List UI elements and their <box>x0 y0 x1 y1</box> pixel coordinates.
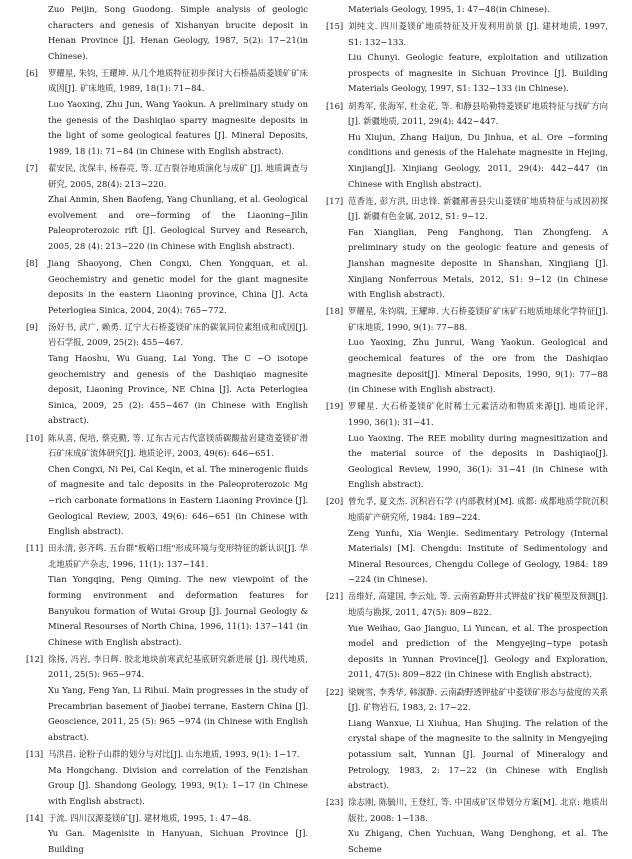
reference-english-text: Chen Congxi, Ni Pei, Cai Keqin, et al. The minerogenic fluids of magnesite and talc deposits in the Paleoproterozoic Mg −rich carbonate formations in Eastern Liaoning Province [J]. Geological Review, 2003, 49(6): 646−651 (in Chinese with English abstract). <box>48 463 308 537</box>
reference-chinese-text: 罗耀星, 朱钧瑞, 王耀坤. 大石桥菱镁矿矿床矿石地质地球化学特征[J]. 矿床地质, 1990, 9(1): 77−88. <box>348 306 608 332</box>
reference-entry <box>26 652 308 746</box>
reference-chinese-text: 罗耀星. 大石桥菱镁矿化时稀土元素活动和物质来源[J]. 地质论评, 1990, 36(1): 31−41. <box>348 401 608 427</box>
reference-entry <box>26 161 308 255</box>
reference-entry <box>326 589 608 683</box>
reference-entry <box>326 2 608 18</box>
reference-entry <box>326 685 608 794</box>
reference-chinese-text: 徐志刚, 陈毓川, 王登红, 等. 中国成矿区带划分方案[M]. 北京: 地质出版社, 2008: 1−138. <box>348 797 608 823</box>
reference-entry <box>326 99 608 193</box>
reference-chinese-text: 岳维好, 高建国, 李云灿, 等. 云南省勐野井式钾盐矿找矿模型及预测[J]. 地质与勘探, 2011, 47(5): 809−822. <box>348 591 608 618</box>
reference-number: [10] <box>26 432 44 443</box>
reference-entry <box>26 320 308 429</box>
reference-english-text: Luo Yaoxing, Zhu Junrui, Wang Yaokun. Geological and geochemical features of the ore from the Dashiqiao magnesite deposit[J]. Mineral Deposits, 1990, 9(1): 77−88 (in Chinese with English abstract). <box>348 337 608 395</box>
left-column <box>26 2 308 859</box>
reference-number: [21] <box>326 591 344 602</box>
reference-entry <box>326 399 608 493</box>
reference-chinese-text: 徐扬, 冯岩, 李日辉. 胶北地块前寒武纪基底研究新进展 [J]. 现代地质, 2011, 25(5): 965−974. <box>48 653 308 680</box>
reference-number: [23] <box>326 797 344 808</box>
reference-number: [7] <box>26 162 38 173</box>
reference-number: [18] <box>326 306 344 317</box>
reference-entry <box>26 747 308 809</box>
reference-english-text: Zeng Yunfu, Xia Wenjie. Sedimentary Petrology (Internal Materials) [M]. Chengdu: Institute of Sedimentology and Mineral Resources, Chengdu College of Geology, 1984: 189 −224 (in Chinese). <box>348 527 608 585</box>
reference-number: [9] <box>26 321 38 332</box>
reference-number: [15] <box>326 21 344 32</box>
reference-number: [8] <box>26 258 38 268</box>
reference-chinese-text: 汤好书, 武广, 赖勇. 辽宁大石桥菱镁矿床的碳氧同位素组成和成因[J]. 岩石学报, 2009, 25(2): 455−467. <box>48 321 308 348</box>
reference-english-text: Fan Xianglian, Peng Fanghong, Tian Zhongfeng. A preliminary study on the geologic feature and genesis of Jianshan magnesite deposite in Shanshan, Xingjiang [J]. Xinjiang Nonferrous Metals, 2012, S1: 9−12 (in Chinese with English abstract). <box>348 226 608 300</box>
reference-chinese-text: 胡秀军, 张海军, 杜金花, 等. 和静县哈勒特菱镁矿地质特征与找矿方向[J]. 新疆地质, 2011, 29(4): 442−447. <box>348 100 608 127</box>
reference-number: [13] <box>26 748 44 759</box>
reference-chinese-text: 马洪昌. 论粉子山群的划分与对比[J]. 山东地质, 1993, 9(1): 1−17. <box>48 748 300 759</box>
reference-entry <box>326 795 608 857</box>
reference-number: [16] <box>326 100 344 111</box>
reference-english-text: Liu Chunyi. Geologic feature, exploitation and utilization prospects of magnesite in Sichuan Province [J]. Building Materials Geology, 1997, S1: 132−133 (in Chinese). <box>348 52 608 94</box>
reference-entry <box>26 541 308 650</box>
reference-number: [17] <box>326 195 344 206</box>
reference-chinese-text: 刘纯文. 四川菱镁矿地质特征及开发利用前景 [J]. 建材地质, 1997, S1: 132−133. <box>348 21 608 47</box>
reference-english-text: Tang Haoshu, Wu Guang, Lai Yong. The C −O isotope geochemistry and genesis of the Dashiqiao magnesite deposit, Liaoning Province, NE China [J]. Acta Peterlogiea Sinica, 2009, 25 (2): 455−467 (in Chinese with English abstract). <box>48 353 308 426</box>
reference-english-text: Luo Yaoxing. The REE mobility during magnesitization and the material source of the deposits in Dashiqiao[J]. Geological Review, 1990, 36(1): 31−41 (in Chinese with English abstract). <box>348 432 608 490</box>
reference-english-text: Tian Yongqing, Peng Qiming. The new viewpoint of the forming environment and deformation features for Banyukou formation of Wutai Group [J]. Journal Geologiy & Mineral Resourses of North China, 1996, 11(1): 137−141 (in Chinese with English abstract). <box>48 574 308 647</box>
reference-english-text: Zuo Peijin, Song Guodong. Simple analysis of geologic characters and genesis of Xishanyan brucite deposit in Henan Province [J]. Henan Geology, 1987, 5(2): 17−21(in Chinese). <box>48 4 308 61</box>
reference-entry <box>26 2 308 64</box>
reference-entry <box>326 304 608 398</box>
reference-entry <box>26 431 308 540</box>
reference-english-text: Ma Hongchang. Division and correlation of the Fenzishan Group [J]. Shandong Geology, 1993, 9(1): 1−17 (in Chinese with English abstract). <box>48 764 308 806</box>
reference-english-text: Materials Geology, 1995, 1: 47−48(in Chinese). <box>348 4 550 14</box>
reference-chinese-text: 梁婉雪, 李秀华, 韩淑静. 云南勐野透钾盐矿中菱镁矿形态与盐度的关系[J]. 矿物岩石, 1983, 2: 17−22. <box>348 686 608 713</box>
reference-chinese-text: 曾允孚, 夏文杰. 沉积岩石学 (内部教材)[M]. 成都: 成都地质学院沉积地质矿产研究所, 1984: 189−224. <box>348 496 608 522</box>
reference-english-text: Xu Yang, Feng Yan, Li Rihui. Main progresses in the study of Precambrian basement of Jiaobei terrane, Eastern China [J]. Geoscience, 2011, 25 (5): 965 −974 (in Chinese with English abstract). <box>48 685 308 742</box>
reference-chinese-text: 陈从喜, 倪培, 蔡克勤, 等. 辽东古元古代富镁质碳酸盐岩建造菱镁矿滑石矿床成矿流体研究[J]. 地质论评, 2003, 49(6): 646−651. <box>48 432 308 459</box>
reference-chinese-text: 田永清, 彭齐鸣. 五台群"板峪口组"形成环境与变形特征的新认识[J]. 华北地质矿产杂志, 1996, 11(1): 137−141. <box>48 543 308 569</box>
reference-entry <box>326 19 608 97</box>
reference-entry <box>326 194 608 303</box>
reference-english-text: Jiang Shaoyong, Chen Congxi, Chen Yongquan, et al. Geochemistry and genetic model for the giant magnesite deposits in the eastern Liaoning province, China [J]. Acta Peterlogiea Sinica, 2004, 20(4): 765−772. <box>48 258 308 315</box>
reference-number: [6] <box>26 67 38 78</box>
reference-english-text: Xu Zhigang, Chen Yuchuan, Wang Denghong, et al. The Scheme <box>348 828 608 854</box>
reference-number: [11] <box>26 543 44 554</box>
reference-number: [20] <box>326 496 344 507</box>
reference-english-text: Yu Gan. Magenisite in Hanyuan, Sichuan Province [J]. Building <box>48 828 308 854</box>
reference-english-text: Liang Wanxue, Li Xiuhua, Han Shujing. The relation of the crystal shape of the magnesite to the salinity in Mengyejing potassium salt, Yunnan [J]. Journal of Mineralogy and Petrology, 1983, 2: 17−22 (in Chinese with English abstract). <box>348 717 608 791</box>
reference-english-text: Hu Xiujun, Zhang Haijun, Du Jinhua, et al. Ore −forming conditions and genesis of the Halehate magnesite in Hejing, Xinjiang[J]. Xinjiang Geology, 2011, 29(4): 442−447 (in Chinese with English abstract). <box>348 131 608 189</box>
reference-entry <box>26 811 308 858</box>
reference-chinese-text: 罗耀星, 朱钧, 王耀坤. 从几个地质特征初步探讨大石桥晶质菱镁矿矿床成因[J]. 矿床地质, 1989, 18(1): 71−84. <box>48 67 308 94</box>
reference-number: [12] <box>26 653 44 664</box>
reference-entry <box>26 66 308 160</box>
reference-english-text: Yue Weihao, Gao Jianguo, Li Yuncan, et al. The prospection model and prediction of the Mengyejing−type potash deposits in Yunnan Province[J]. Geology and Exploration, 2011, 47(5): 809−822 (in Chinese with English abstract). <box>348 622 608 680</box>
right-column <box>326 2 608 859</box>
reference-english-text: Luo Yaoxing, Zhu Jun, Wang Yaokun. A preliminary study on the genesis of the Dashiqiao sparry magnesite deposits in the light of some geological features [J]. Mineral Deposits, 1989, 18 (1): 71−84 (in Chinese with English abstract). <box>48 99 308 156</box>
reference-chinese-text: 翟安民, 沈保丰, 杨春亮, 等. 辽吉裂谷地质演化与成矿 [J]. 地质调查与研究, 2005, 28(4): 213−220. <box>48 162 308 189</box>
reference-chinese-text: 范香连, 彭方洪, 田忠锋. 新疆鄯善县尖山菱镁矿地质特征与成因初探[J]. 新疆有色金属, 2012, S1: 9−12. <box>348 195 608 222</box>
reference-entry <box>26 256 308 318</box>
reference-number: [22] <box>326 686 344 697</box>
reference-entry <box>326 494 608 588</box>
reference-chinese-text: 于流. 四川汉源菱镁矿[J]. 建材地质, 1995, 1: 47−48. <box>48 812 252 823</box>
reference-english-text: Zhai Anmin, Shen Baofeng, Yang Chunliang, et al. Geological evolvement and ore−forming of the Liaoning−Jilin Paleoproterozoic rift [J]. Geological Survey and Research, 2005, 28 (4): 213−220 (in Chinese with English abstract). <box>48 194 308 251</box>
reference-number: [19] <box>326 401 344 412</box>
reference-number: [14] <box>26 812 44 823</box>
